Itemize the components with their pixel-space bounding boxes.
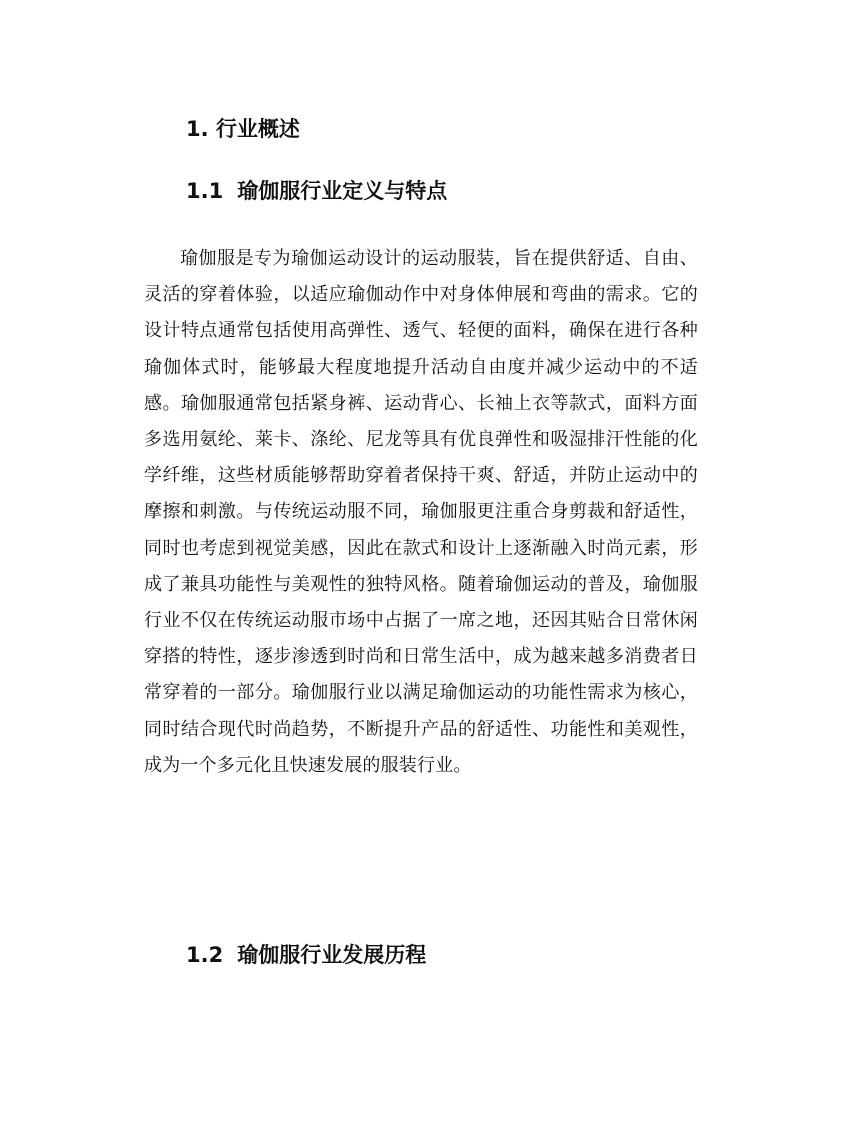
section-heading-1: 1. 行业概述 — [186, 117, 300, 141]
section-number-1-1: 1.1 — [186, 179, 224, 203]
section-title-1-2: 瑜伽服行业发展历程 — [237, 943, 427, 967]
section-heading-1-2 — [186, 942, 426, 968]
section-heading-1-1 — [186, 178, 447, 204]
section-title-1-1: 瑜伽服行业定义与特点 — [237, 179, 448, 203]
section-number-1-2: 1.2 — [186, 943, 224, 967]
body-paragraph: 瑜伽服是专为瑜伽运动设计的运动服装，旨在提供舒适、自由、灵活的穿着体验，以适应瑜伽动作中对身体伸展和弯曲的需求。它的设计特点通常包括使用高弹性、透气、轻便的面料，确保在进行各种瑜伽体式时，能够最大程度地提升活动自由度并减少运动中的不适感。瑜伽服通常包括紧身裤、运动背心、长袖上衣等款式，面料方面多选用氨纶、莱卡、涤纶、尼龙等具有优良弹性和吸湿排汗性能的化学纤维，这些材质能够帮助穿着者保持干爽、舒适，并防止运动中的摩擦和刺激。与传统运动服不同，瑜伽服更注重合身剪裁和舒适性，同时也考虑到视觉美感，因此在款式和设计上逐渐融入时尚元素，形成了兼具功能性与美观性的独特风格。随着瑜伽运动的普及，瑜伽服行业不仅在传统运动服市场中占据了一席之地，还因其贴合日常休闲穿搭的特性，逐步渗透到时尚和日常生活中，成为越来越多消费者日常穿着的一部分。瑜伽服行业以满足瑜伽运动的功能性需求为核心，同时结合现代时尚趋势，不断提升产品的舒适性、功能性和美观性，成为一个多元化且快速发展的服装行业。 — [144, 248, 698, 776]
